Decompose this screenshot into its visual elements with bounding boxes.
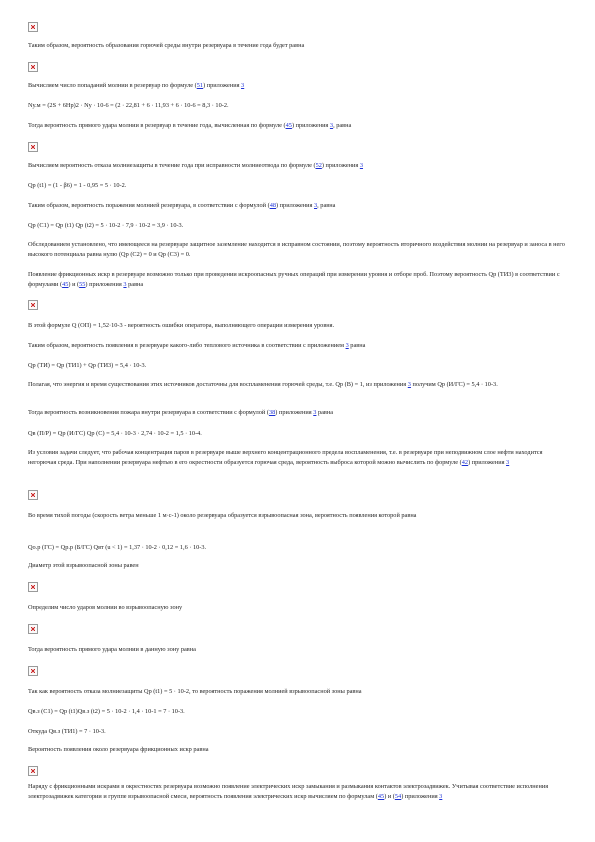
- paragraph: [28, 746, 571, 754]
- paragraph-text: Qр (ТИ) = Qр (ТИ1) + Qр (ТИ3) = 5,4 · 10-3.: [28, 362, 147, 369]
- paragraph-text: Вычисляем число попаданий молнии в резервуар по формуле (: [28, 82, 197, 89]
- paragraph: [28, 342, 571, 350]
- paragraph-text: ) приложения: [291, 122, 330, 129]
- paragraph-text: Обследованием установлено, что имеющееся на резервуаре защитное заземление находится в исправном состоянии, поэтому вероятность вторичного воздействия молнии на резервуар и заноса в него высокого потенциала равна нулю (Qр (С2) = 0 и Qр (С3) = 0.: [28, 241, 565, 258]
- paragraph-text: Определим число ударов молнии во взрывоопасную зону: [28, 604, 183, 611]
- paragraph-text: Таким образом, вероятность образования горючей среды внутри резервуара в течение года будет равна: [28, 42, 305, 49]
- paragraph-text: ) приложения: [276, 202, 314, 209]
- paragraph: [28, 240, 571, 259]
- paragraph-text: Тогда вероятность возникновения пожара внутри резервуара в соответствии с формулой (: [28, 409, 269, 416]
- paragraph: [28, 380, 571, 390]
- reference-link[interactable]: 52: [315, 162, 322, 169]
- paragraph: [28, 270, 571, 289]
- broken-image-icon: [28, 62, 38, 72]
- paragraph: [28, 512, 571, 520]
- broken-image-icon: [28, 666, 38, 676]
- paragraph-text: ) приложения: [321, 162, 360, 169]
- paragraph-text: Qр (С1) = Qр (t1) Qр (t2) = 5 · 10-2 · 7,9 · 10-2 = 3,9 · 10-3.: [28, 222, 184, 229]
- paragraph: [28, 448, 571, 467]
- paragraph-text: Qв.з (С1) = Qр (t1)Qв.з (t2) = 5 · 10-2 · 1,4 · 10-1 = 7 · 10-3.: [28, 708, 185, 715]
- reference-link[interactable]: 3: [313, 202, 318, 209]
- paragraph: [28, 202, 571, 210]
- reference-link[interactable]: 45: [62, 280, 69, 288]
- reference-link[interactable]: 3: [241, 82, 245, 89]
- broken-image-icon: [28, 300, 38, 310]
- paragraph-text: Откуда Qв.з (ТИ1) = 7 · 10-3.: [28, 728, 106, 735]
- paragraph: [28, 708, 571, 716]
- paragraph: [28, 42, 571, 50]
- paragraph-text: Тогда вероятность прямого удара молнии в данную зону равна: [28, 646, 196, 653]
- paragraph-text: В этой формуле Q (ОП) = 1,52·10-3 - вероятность ошибки оператора, выполняющего операции измерения уровня.: [28, 322, 335, 329]
- paragraph-text: Появление фрикционных искр в резервуаре возможно только при проведении искроопасных ручных операций при измерении уровня и отборе проб. Поэтому вероятность Qр (ТИ3) в соответствии с формулами (: [28, 271, 560, 288]
- paragraph: [28, 782, 571, 801]
- paragraph-text: Вычисляем вероятность отказа молниезащиты в течение года при исправности молниеотвода по формуле (: [28, 162, 316, 169]
- paragraph: [28, 409, 571, 417]
- paragraph-text: , равна: [317, 202, 336, 209]
- reference-link[interactable]: 3: [345, 342, 349, 349]
- reference-link[interactable]: 51: [196, 82, 204, 89]
- paragraph-text: Тогда вероятность прямого удара молнии в резервуар в течение года, вычисленная по формуле (: [28, 122, 286, 129]
- paragraph-text: равна: [316, 409, 334, 416]
- paragraph: [28, 728, 571, 736]
- paragraph-text: Таким образом, вероятность появления в резервуаре какого-либо теплового источника в соответствии с приложением: [28, 342, 346, 349]
- reference-link[interactable]: 45: [377, 792, 385, 800]
- paragraph-text: Вероятность появления около резервуара фрикционных искр равна: [28, 746, 209, 753]
- paragraph: [28, 688, 571, 696]
- paragraph-text: равна: [126, 280, 144, 288]
- paragraph: [28, 222, 571, 230]
- paragraph-text: Полагая, что энергия и время существования этих источников достаточны для воспламенения горючей среды, т.е. Qр (В) = 1, из приложения: [28, 381, 408, 388]
- reference-link[interactable]: 55: [79, 280, 86, 288]
- paragraph-text: Диаметр этой взрывоопасной зоны равен: [28, 562, 139, 569]
- paragraph: [28, 182, 571, 190]
- reference-link[interactable]: 42: [461, 458, 469, 466]
- paragraph-text: , равна: [333, 122, 352, 129]
- paragraph-text: Qр (t1) = (1 - β6) = 1 - 0,95 = 5 · 10-2.: [28, 182, 127, 189]
- broken-image-icon: [28, 766, 38, 776]
- reference-link[interactable]: 3: [439, 792, 443, 800]
- paragraph-text: Во время тихой погоды (скорость ветра меньше 1 м·с-1) около резервуара образуется взрывоопасная зона, вероятность появления которой равна: [28, 512, 417, 519]
- paragraph: [28, 362, 571, 370]
- paragraph-text: Из условия задачи следует, что рабочая концентрация паров в резервуаре выше верхнего концентрационного предела воспламенения, т.е. в резервуаре при неподвижном слое нефти находится негорючая среда. При наполнении резервуара нефтью в его окрестности образуется горючая среда, вероятность выброса которой можно вычислить по формуле (: [28, 449, 543, 466]
- paragraph-text: Qо.р (ГС) = Qр.р (Б/ГС) Qвт (u < 1) = 1,37 · 10-2 · 0,12 = 1,6 · 10-3.: [28, 544, 207, 551]
- paragraph-text: получим Qр (И/ГС) = 5,4 · 10-3.: [410, 381, 498, 388]
- reference-link[interactable]: 3: [313, 409, 317, 416]
- broken-image-icon: [28, 142, 38, 152]
- paragraph-text: Так как вероятность отказа молниезащиты Qр (t1) = 5 · 10-2, то вероятность поражения молнией взрывоопасной зоны равна: [28, 688, 362, 695]
- broken-image-icon: [28, 582, 38, 592]
- paragraph: [28, 562, 571, 570]
- paragraph: [28, 122, 571, 130]
- paragraph-text: Nу.м = (2S + 6Hр)2 · Nу · 10-6 = (2 · 22,81 + 6 · 11,93 + 6 · 10-6 = 8,3 · 10-2.: [28, 102, 229, 109]
- paragraph: [28, 604, 571, 612]
- broken-image-icon: [28, 624, 38, 634]
- reference-link[interactable]: 38: [268, 409, 276, 416]
- reference-link[interactable]: 3: [407, 381, 411, 388]
- paragraph-text: ) приложения: [85, 280, 124, 288]
- reference-link[interactable]: 3: [123, 280, 127, 288]
- reference-link[interactable]: 3: [329, 122, 334, 129]
- paragraph: [28, 102, 571, 110]
- paragraph-text: ) приложения: [468, 458, 507, 466]
- paragraph: [28, 82, 571, 90]
- reference-link[interactable]: 54: [394, 792, 402, 800]
- broken-image-icon: [28, 490, 38, 500]
- reference-link[interactable]: 3: [359, 162, 363, 169]
- paragraph-text: Таким образом, вероятность поражения молнией резервуара, в соответствии с формулой (: [28, 202, 270, 209]
- broken-image-icon: [28, 22, 38, 32]
- paragraph-text: ) и (: [384, 792, 395, 800]
- paragraph-text: ) приложения: [401, 792, 440, 800]
- reference-link[interactable]: 45: [285, 122, 292, 129]
- paragraph-text: ) и (: [68, 280, 80, 288]
- paragraph: [28, 544, 571, 552]
- paragraph-text: ) приложения: [275, 409, 314, 416]
- paragraph: [28, 430, 571, 438]
- paragraph-text: Наряду с фрикционными искрами в окрестностях резервуара возможно появление электрических искр замыкания и размыкания контактов электрозадвижек. Учитывая соответствие исполнения электрозадвижек категории и группе взрывоопасной смеси, вероятность появления электрических искр вычисляем по формулам (: [28, 783, 549, 800]
- reference-link[interactable]: 48: [269, 202, 277, 209]
- paragraph-text: Qв (П/Р) = Qр (И/ГС) Qр (С) = 5,4 · 10-3 · 2,74 · 10-2 = 1,5 · 10-4.: [28, 430, 202, 437]
- paragraph-text: равна: [348, 342, 366, 349]
- paragraph: [28, 162, 571, 170]
- reference-link[interactable]: 3: [506, 458, 510, 466]
- paragraph: [28, 322, 571, 330]
- paragraph: [28, 646, 571, 654]
- paragraph-text: ) приложения: [203, 82, 242, 89]
